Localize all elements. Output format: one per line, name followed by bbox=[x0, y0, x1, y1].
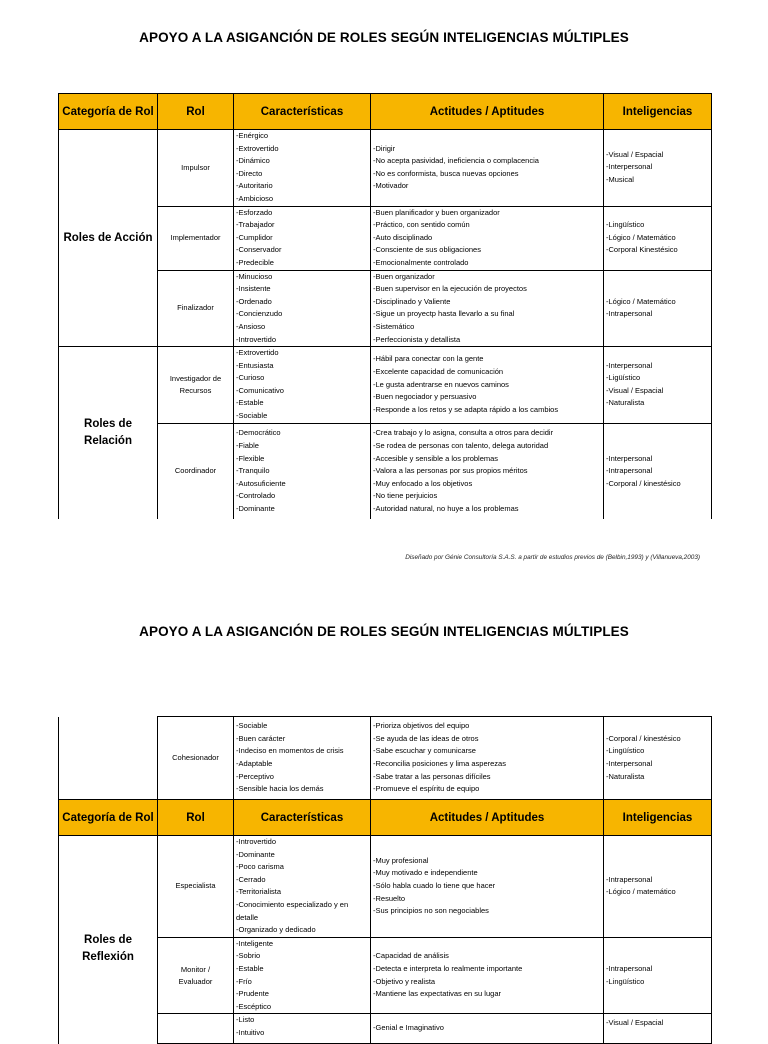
inteligencias-cell: -Lingüístico -Lógico / Matemático -Corporal Kinestésico bbox=[604, 206, 712, 270]
rol-cell: Especialista bbox=[158, 836, 234, 938]
empty-category-cell bbox=[59, 717, 158, 800]
header-categoria: Categoría de Rol bbox=[59, 94, 158, 130]
table-row bbox=[59, 347, 712, 424]
caracteristicas-cell: -Democrático -Fiable -Flexible -Tranquilo -Autosuficiente -Controlado -Dominante bbox=[234, 423, 371, 519]
inteligencias-cell: -Interpersonal -Ligüístico -Visual / Espacial -Naturalista bbox=[604, 347, 712, 424]
roles-table-1 bbox=[58, 93, 712, 519]
caracteristicas-cell: -Sociable -Buen carácter -Indeciso en momentos de crisis -Adaptable -Perceptivo -Sensible hacia los demás bbox=[234, 717, 371, 800]
actitudes-cell: -Buen planificador y buen organizador -Práctico, con sentido común -Auto disciplinado -Consciente de sus obligaciones -Emocionalmente controlado bbox=[371, 206, 604, 270]
inteligencias-cell: -Interpersonal -Intrapersonal -Corporal / kinestésico bbox=[604, 423, 712, 519]
actitudes-cell: -Buen organizador -Buen supervisor en la ejecución de proyectos -Disciplinado y Valiente -Sigue un proyectp hasta llevarlo a su final -Sistemático -Perfeccionista y detallista bbox=[371, 270, 604, 347]
rol-cell: Monitor / Evaluador bbox=[158, 937, 234, 1014]
header-actitudes: Actitudes / Aptitudes bbox=[371, 94, 604, 130]
inteligencias-cell: -Intrapersonal -Lingüístico bbox=[604, 937, 712, 1014]
inteligencias-cell: -Lógico / Matemático -Intrapersonal bbox=[604, 270, 712, 347]
table-row bbox=[59, 836, 712, 938]
roles-table-2 bbox=[58, 716, 712, 1044]
actitudes-cell: -Dirigir -No acepta pasividad, ineficiencia o complacencia -No es conformista, busca nuevas opciones -Motivador bbox=[371, 130, 604, 207]
actitudes-cell: -Crea trabajo y lo asigna, consulta a otros para decidir -Se rodea de personas con talento, delega autoridad -Accesible y sensible a los problemas -Valora a las personas por sus propios méritos -Muy enfocado a los objetivos -No tiene perjuicios -Autoridad natural, no huye a los problemas bbox=[371, 423, 604, 519]
rol-cell: Finalizador bbox=[158, 270, 234, 347]
header-rol: Rol bbox=[158, 94, 234, 130]
inteligencias-cell: -Corporal / kinestésico -Lingüístico -Interpersonal -Naturalista bbox=[604, 717, 712, 800]
credit-note: Diseñado por Génie Consultoría S.A.S. a partir de estudios previos de (Belbin,1993) y (Villanueva,2003) bbox=[405, 554, 700, 561]
actitudes-cell: -Muy profesional -Muy motivado e independiente -Sólo habla cuado lo tiene que hacer -Resuelto -Sus principios no son negociables bbox=[371, 836, 604, 938]
header-inteligencias: Inteligencias bbox=[604, 94, 712, 130]
category-cell: Roles de Relación bbox=[59, 347, 158, 520]
rol-cell bbox=[158, 1014, 234, 1044]
table-header-row bbox=[59, 800, 712, 836]
header-caracteristicas: Características bbox=[234, 94, 371, 130]
page-title: APOYO A LA ASIGANCIÓN DE ROLES SEGÚN INTELIGENCIAS MÚLTIPLES bbox=[139, 624, 629, 639]
header-categoria: Categoría de Rol bbox=[59, 800, 158, 836]
rol-cell: Coordinador bbox=[158, 423, 234, 519]
caracteristicas-cell: -Minucioso -Insistente -Ordenado -Concienzudo -Ansioso -Introvertido bbox=[234, 270, 371, 347]
actitudes-cell: -Genial e Imaginativo bbox=[371, 1014, 604, 1044]
category-cell: Roles de Acción bbox=[59, 130, 158, 347]
table-row bbox=[59, 717, 712, 800]
actitudes-cell: -Hábil para conectar con la gente -Excelente capacidad de comunicación -Le gusta adentrarse en nuevos caminos -Buen negociador y persuasivo -Responde a los retos y se adapta rápido a los cambios bbox=[371, 347, 604, 424]
header-actitudes: Actitudes / Aptitudes bbox=[371, 800, 604, 836]
caracteristicas-cell: -Listo -Intuitivo bbox=[234, 1014, 371, 1044]
caracteristicas-cell: -Enérgico -Extrovertido -Dinámico -Directo -Autoritario -Ambicioso bbox=[234, 130, 371, 207]
table-row bbox=[59, 130, 712, 207]
rol-cell: Cohesionador bbox=[158, 717, 234, 800]
actitudes-cell: -Capacidad de análisis -Detecta e interpreta lo realmente importante -Objetivo y realista -Mantiene las expectativas en su lugar bbox=[371, 937, 604, 1014]
actitudes-cell: -Prioriza objetivos del equipo -Se ayuda de las ideas de otros -Sabe escuchar y comunicarse -Reconcilia posiciones y lima asperezas -Sabe tratar a las personas difíciles -Promueve el espíritu de equipo bbox=[371, 717, 604, 800]
caracteristicas-cell: -Introvertido -Dominante -Poco carisma -Cerrado -Territorialista -Conocimiento especializado y en detalle -Organizado y dedicado bbox=[234, 836, 371, 938]
inteligencias-cell: -Visual / Espacial -Interpersonal -Musical bbox=[604, 130, 712, 207]
rol-cell: Impulsor bbox=[158, 130, 234, 207]
rol-cell: Investigador de Recursos bbox=[158, 347, 234, 424]
inteligencias-cell: -Visual / Espacial bbox=[604, 1014, 712, 1044]
rol-cell: Implementador bbox=[158, 206, 234, 270]
caracteristicas-cell: -Extrovertido -Entusiasta -Curioso -Comunicativo -Estable -Sociable bbox=[234, 347, 371, 424]
header-caracteristicas: Características bbox=[234, 800, 371, 836]
header-rol: Rol bbox=[158, 800, 234, 836]
caracteristicas-cell: -Esforzado -Trabajador -Cumplidor -Conservador -Predecible bbox=[234, 206, 371, 270]
header-inteligencias: Inteligencias bbox=[604, 800, 712, 836]
category-cell: Roles de Reflexión bbox=[59, 836, 158, 1044]
table-header-row bbox=[59, 94, 712, 130]
page-title: APOYO A LA ASIGANCIÓN DE ROLES SEGÚN INTELIGENCIAS MÚLTIPLES bbox=[139, 30, 629, 45]
caracteristicas-cell: -Inteligente -Sobrio -Estable -Frío -Prudente -Escéptico bbox=[234, 937, 371, 1014]
inteligencias-cell: -Intrapersonal -Lógico / matemático bbox=[604, 836, 712, 938]
